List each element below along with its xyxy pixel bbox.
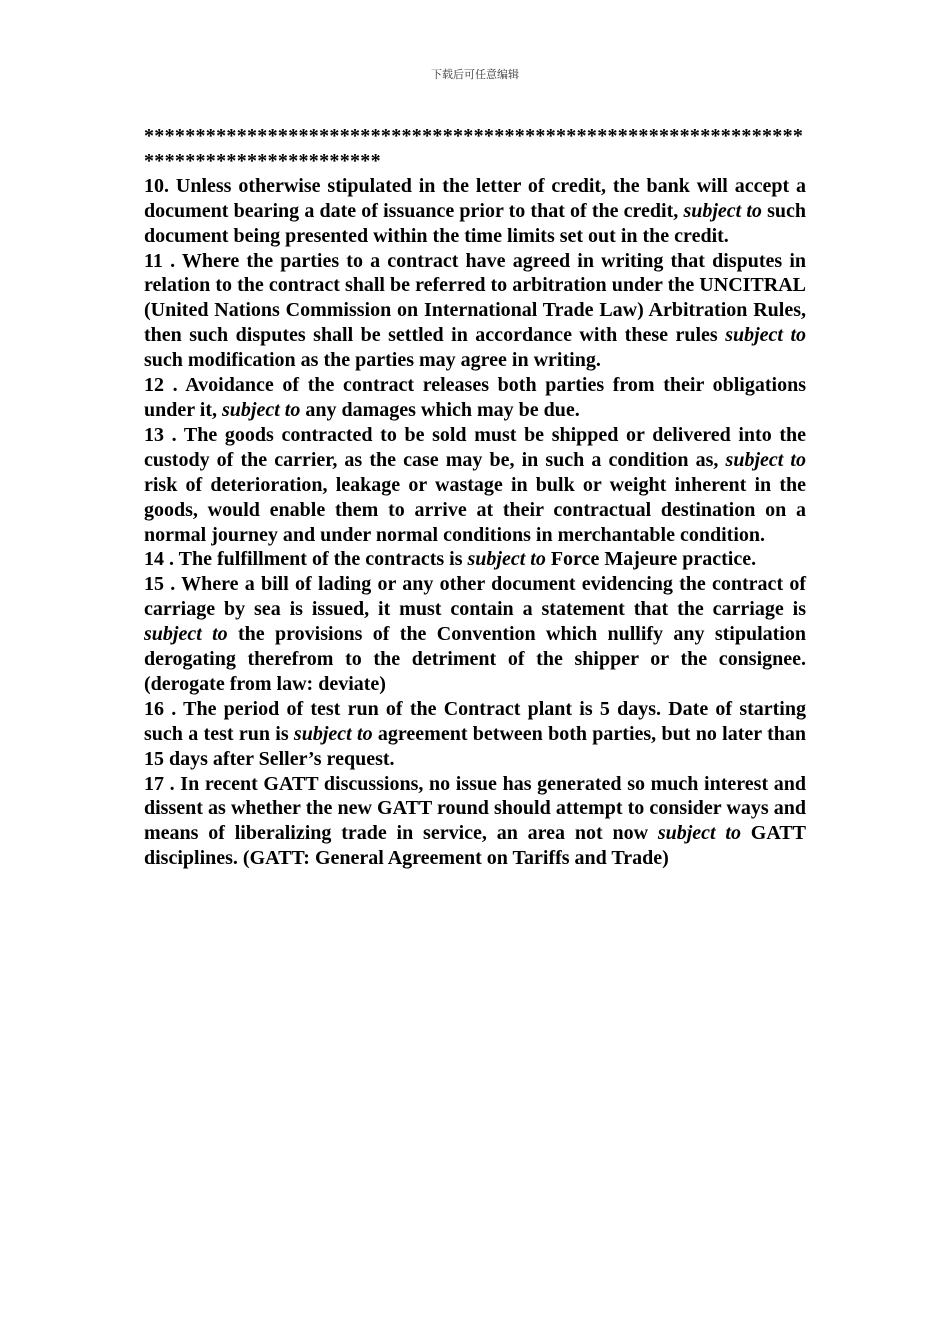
paragraph-17 (144, 772, 806, 872)
paragraph-text: such document being presented within the time limits set out in the credit. (144, 199, 806, 247)
italic-phrase: subject to (221, 398, 301, 421)
paragraph-text: GATT disciplines. (GATT: General Agreement on Tariffs and Trade) (144, 822, 806, 870)
paragraph-text: 15 . Where a bill of lading or any other document evidencing the contract of carriage by sea is issued, it must contain a statement that the carriage is (144, 573, 806, 621)
paragraph-text: the provisions of the Convention which nullify any stipulation derogating therefrom to the detriment of the shipper or the consignee. (derogate from law: deviate) (144, 623, 806, 695)
italic-phrase: subject to (293, 722, 373, 745)
italic-phrase: subject to (657, 822, 741, 845)
paragraph-text: risk of deterioration, leakage or wastage in bulk or weight inherent in the goods, would enable them to arrive at their contractual destination on a normal journey and under normal conditions in merchantable condition. (144, 473, 806, 546)
paragraph-text: 13 . The goods contracted to be sold must be shipped or delivered into the custody of the carrier, as the case may be, in such a condition as, (144, 423, 806, 471)
paragraph-text: agreement between both parties, but no later than 15 days after Seller’s request. (144, 722, 806, 770)
italic-phrase: subject to (725, 324, 806, 347)
paragraph-text: Force Majeure practice. (545, 548, 757, 571)
italic-phrase: subject to (683, 199, 762, 222)
paragraph-text: 14 . The fulfillment of the contracts is (144, 548, 468, 571)
paragraph-text: 10. Unless otherwise stipulated in the letter of credit, the bank will accept a document bearing a date of issuance prior to that of the credit, (144, 174, 806, 222)
paragraph-16 (144, 697, 806, 772)
paragraph-15 (144, 572, 806, 697)
separator-stars: *************************************************************************************** (144, 125, 804, 172)
paragraph-text: 16 . The period of test run of the Contract plant is 5 days. Date of starting such a test run is (144, 697, 806, 745)
paragraph-text: 11 . Where the parties to a contract have agreed in writing that disputes in relation to the contract shall be referred to arbitration under the UNCITRAL (United Nations Commission on International Trade Law) Arbitration Rules, then such disputes shall be settled in accordance with these rules (144, 249, 806, 347)
italic-phrase: subject to (144, 623, 228, 646)
paragraph-13 (144, 423, 806, 548)
paragraph-text: such modification as the parties may agree in writing. (144, 349, 601, 372)
paragraph-text: any damages which may be due. (300, 398, 580, 421)
italic-phrase: subject to (467, 548, 546, 571)
paragraph-text: 12 . Avoidance of the contract releases both parties from their obligations under it, (144, 374, 806, 421)
paragraph-text: 17 . In recent GATT discussions, no issue has generated so much interest and dissent as whether the new GATT round should attempt to consider ways and means of liberalizing trade in service, an area not now (144, 772, 806, 845)
document-body (144, 124, 806, 871)
italic-phrase: subject to (725, 448, 806, 471)
paragraph-11 (144, 249, 806, 374)
paragraph-12 (144, 373, 806, 423)
page-header: 下载后可任意编辑 (431, 68, 519, 81)
paragraph-10 (144, 174, 806, 249)
paragraph-14 (144, 547, 806, 572)
